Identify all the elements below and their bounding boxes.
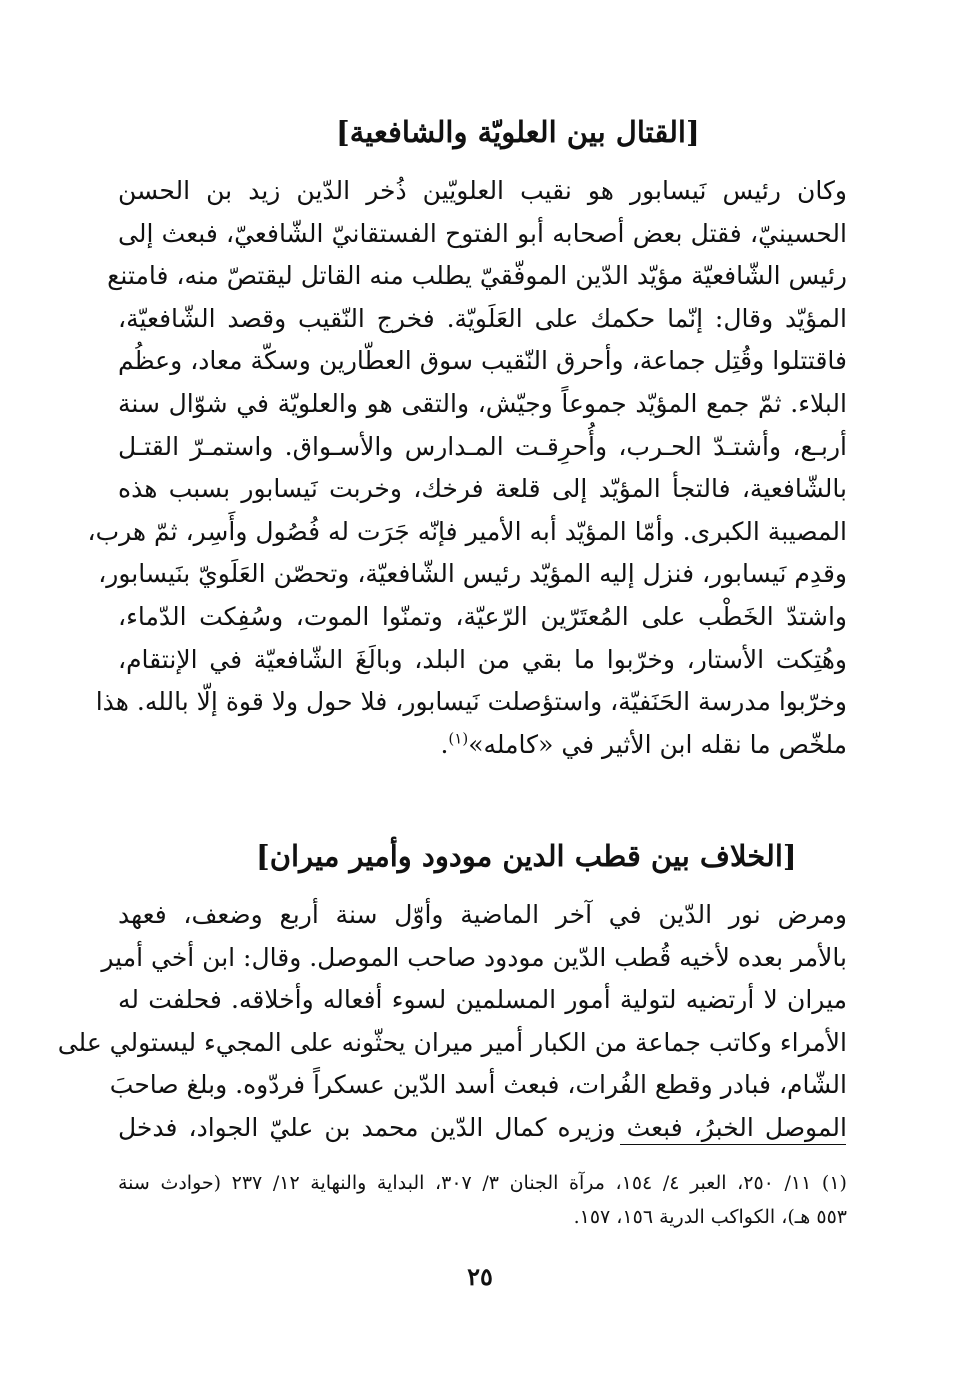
text-line: بالشّافعية، فالتجأ المؤيّد إلى قلعة فرخك، وخربت نَيسابور بسبب هذه bbox=[118, 474, 847, 504]
footnote bbox=[118, 1166, 847, 1234]
section-2-body bbox=[57, 894, 847, 1150]
text-line: رئيس الشّافعيّة مؤيّد الدّين الموفّقيّ يطلب منه القاتل ليقتصّ منه، فامتنع bbox=[107, 261, 847, 291]
text-line: الموصل الخبرُ، فبعث وزيره كمال الدّين محمد بن عليّ الجواد، فدخل bbox=[118, 1112, 847, 1142]
footnote-line: ٥٥٣ هـ)، الكواكب الدرية ١٥٦، ١٥٧. bbox=[573, 1206, 847, 1228]
text-line: الحسينيّ، فقتل بعض أصحابه أبو الفتوح الفستقانيّ الشّافعيّ، فبعث إلى bbox=[118, 218, 847, 248]
text-line: البلاء. ثمّ جمع المؤيّد جموعاً وجيّش، والتقى هو والعلويّة في شوّال سنة bbox=[118, 388, 847, 418]
text-line: فاقتتلوا وقُتِل جماعة، وأحرق النّقيب سوق العطّارين وسكّة معاد، وعظُم bbox=[118, 346, 847, 376]
text-line: وخرّبوا مدرسة الحَنَفيّة، واستؤصلت نَيسابور، فلا حول ولا قوة إلّا بالله. هذا bbox=[95, 687, 847, 717]
text-line: بالأمر بعده لأخيه قُطب الدّين مودود صاحب الموصل. وقال: ابن أخي أمير bbox=[101, 942, 847, 972]
text-line: الأمراء وكاتب جماعة من الكبار أمير ميران يحثّونه على المجيء ليستولي على bbox=[57, 1027, 847, 1057]
text-line: وهُتِكت الأستار، وخرّبوا ما بقي من البلد، وبالَغَ الشّافعيّة في الإنتقام، bbox=[118, 644, 847, 674]
text-line: أربـع، وأشتـدّ الحـرب، وأُحرِقـت المـدارس والأسـواق. واستمـرّ القتـل bbox=[118, 431, 847, 461]
text-line: الشّام، فبادر وقطع الفُرات، فبعث أسد الدّين عسكراً فردّوه. وبلغ صاحبَ bbox=[109, 1070, 847, 1100]
end-punctuation: . bbox=[440, 729, 449, 759]
footnote-line: (١) ١١/ ٢٥٠، العبر ٤/ ١٥٤، مرآة الجنان ٣/ ٣٠٧، البداية والنهاية ١٢/ ٢٣٧ (حوادث سنة bbox=[118, 1172, 847, 1194]
text-line: ومرض نور الدّين في آخر الماضية وأوّل سنة أربع وضعف، فعهد bbox=[118, 900, 847, 929]
section-1-body bbox=[87, 170, 847, 766]
footnote-separator bbox=[620, 1144, 846, 1145]
text-line-last bbox=[118, 724, 847, 767]
section-heading-2: [الخلاف بين قطب الدين مودود وأمير ميران] bbox=[256, 839, 797, 873]
text-line: المؤيّد وقال: إنّما حكمك على العَلَويّة. فخرج النّقيب وقصد الشّافعيّة، bbox=[118, 303, 847, 333]
footnote-reference[interactable]: (١) bbox=[448, 729, 469, 748]
text-line: وكان رئيس نَيسابور هو نقيب العلويّين ذُخر الدّين زيد بن الحسن bbox=[118, 176, 847, 205]
text-line-content: ملخّص ما نقله ابن الأثير في «كامله» bbox=[468, 729, 847, 759]
text-line: وقدِم نَيسابور، فنزل إليه المؤيّد رئيس الشّافعيّة، وتحصّن العَلَويّ بنَيسابور، bbox=[98, 559, 847, 589]
section-heading-1: [القتال بين العلويّة والشافعية] bbox=[336, 115, 700, 149]
text-line: المصيبة الكبرى. وأمّا المؤيّد أبه الأمير فإنّه جَرَت له فُصُول وأَسِر، ثمّ هرب، bbox=[87, 516, 847, 546]
page-number: ٢٥ bbox=[467, 1262, 493, 1291]
text-line: ميران لا أرتضيه لتولية أمور المسلمين لسوء أفعاله وأخلاقه. فحلفت له bbox=[118, 985, 847, 1015]
text-line: واشتدّ الخَطْب على المُعتَرّين الرّعيّة، وتمنّوا الموت، وسُفِكت الدّماء، bbox=[118, 601, 847, 631]
